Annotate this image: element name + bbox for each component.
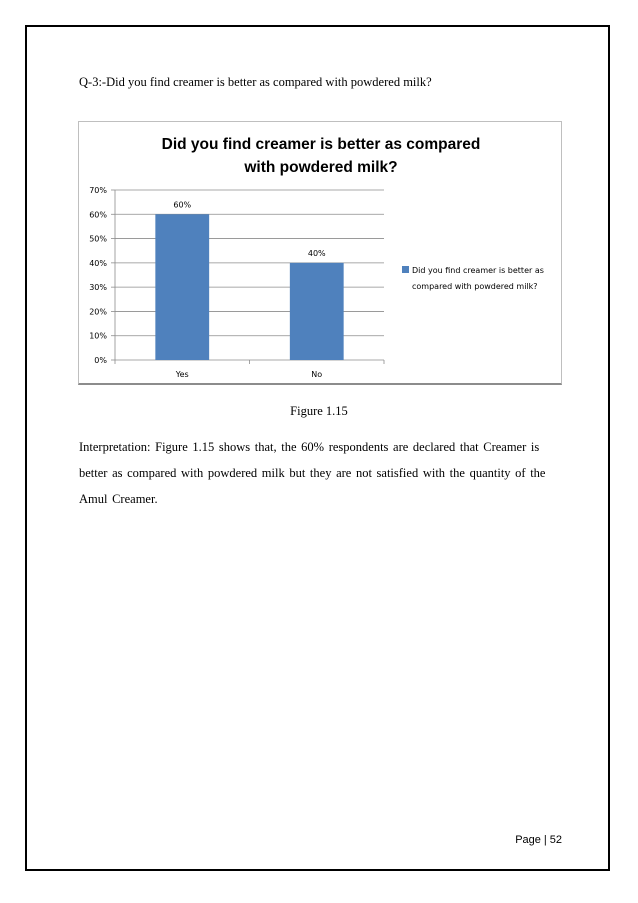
chart-title-line-1: Did you find creamer is better as compared xyxy=(161,136,481,153)
bar-yes xyxy=(155,214,209,360)
x-category-label: No xyxy=(311,370,323,379)
page-number: 52 xyxy=(549,834,562,846)
chart-frame xyxy=(78,121,562,385)
y-tick-label: 0% xyxy=(94,356,107,365)
page-number-footer xyxy=(515,834,562,846)
interpretation-line-1: Interpretation: Figure 1.15 shows that, the 60% respondents are declared that Creamer is xyxy=(79,440,540,454)
legend-label-line-1: Did you find creamer is better as xyxy=(412,266,544,275)
interpretation-line-2: better as compared with powdered milk but they are not satisfied with the quantity of the xyxy=(79,466,546,480)
y-tick-label: 40% xyxy=(89,258,107,268)
data-label: 40% xyxy=(307,248,326,258)
chart-title-line-2: with powdered milk? xyxy=(244,159,398,176)
y-tick-label: 10% xyxy=(89,331,107,341)
page-separator: | xyxy=(543,834,547,846)
bar-chart xyxy=(79,122,563,386)
legend-label-line-2: compared with powdered milk? xyxy=(412,282,538,291)
x-category-label: Yes xyxy=(175,370,189,379)
question-text: Q-3:-Did you find creamer is better as compared with powdered milk? xyxy=(79,75,432,89)
bar-no xyxy=(290,263,344,360)
page-label: Page xyxy=(515,834,541,846)
interpretation-paragraph xyxy=(79,434,549,512)
data-label: 60% xyxy=(173,200,192,210)
y-tick-label: 30% xyxy=(89,283,107,293)
legend-swatch xyxy=(402,266,409,273)
figure-caption: Figure 1.15 xyxy=(290,404,348,418)
y-tick-label: 70% xyxy=(89,186,107,195)
y-tick-label: 50% xyxy=(89,234,107,244)
y-tick-label: 60% xyxy=(89,210,107,220)
y-tick-label: 20% xyxy=(89,307,107,317)
interpretation-line-3: Amul Creamer. xyxy=(79,492,158,506)
